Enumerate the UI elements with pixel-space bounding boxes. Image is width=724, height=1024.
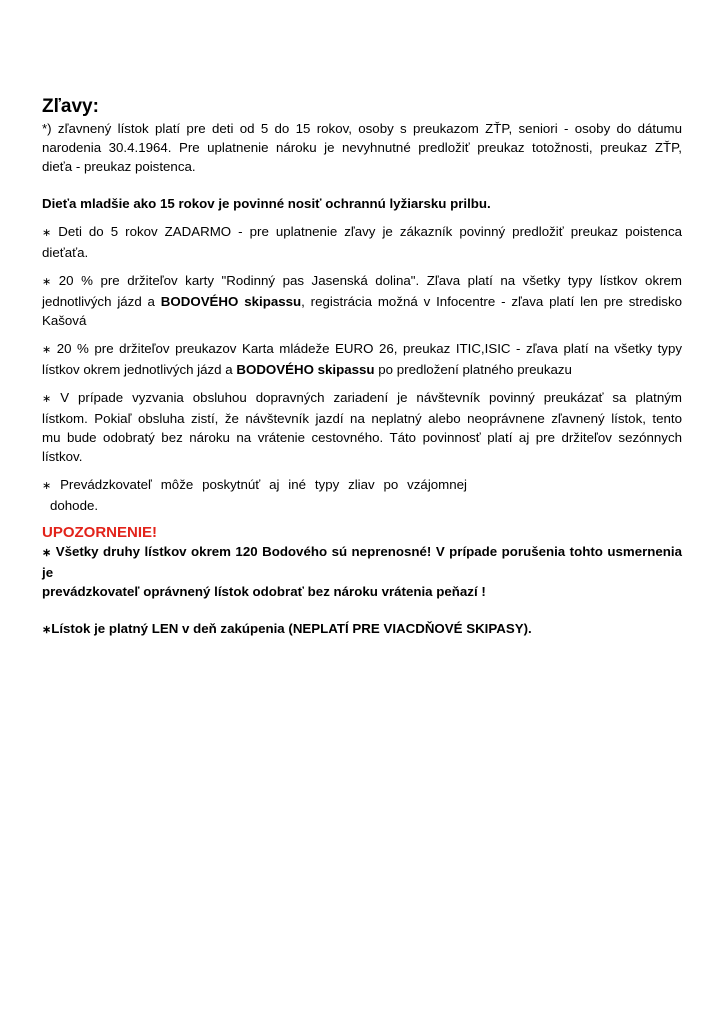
- bullet-icon: ∗: [42, 624, 52, 636]
- discounts-document: [42, 95, 682, 640]
- page-title: Zľavy:: [42, 96, 99, 117]
- bullet-icon: ∗: [42, 480, 52, 492]
- helmet-notice: Dieťa mladšie ako 15 rokov je povinné nosiť ochrannú lyžiarsku prilbu.: [42, 196, 491, 211]
- bullet-icon: ∗: [42, 227, 52, 239]
- bullet-icon: ∗: [42, 393, 52, 405]
- list-item-family-pass: ∗ 20 % pre držiteľov karty "Rodinný pas Jasenská dolina". Zľava platí na všetky typy lístkov okrem jednotlivých jázd a BODOVÉHO skipassu, registrácia možná v Infocentre - zľava platí len pre stredisko Kašová: [42, 273, 682, 328]
- spacer: [42, 601, 682, 619]
- intro-line-3: dieťa - preukaz poistenca.: [42, 159, 196, 174]
- list-item-inspection: ∗ V prípade vyzvania obsluhou dopravných zariadení je návštevník povinný preukázať sa platným lístkom. Pokiaľ obsluha zistí, že návštevník jazdí na neplatný alebo neoprávnene zľavnený lístok, tento mu bude odobratý bez nároku na vrátenie cestovného. Táto povinnosť platí aj pre držiteľov sezónnych lístkov.: [42, 390, 682, 464]
- intro-line-2: narodenia 30.4.1964. Pre uplatnenie nároku je nevyhnutné predložiť preukaz totožnosti, preukaz ZŤP,: [42, 140, 682, 155]
- spacer: [42, 176, 682, 194]
- bullet-icon: ∗: [42, 547, 52, 559]
- list-item-operator: ∗ Prevádzkovateľ môže poskytnúť aj iné typy zliav po vzájomnej dohode.: [42, 477, 467, 513]
- intro-line-1: *) zľavnený lístok platí pre deti od 5 do 15 rokov, osoby s preukazom ZŤP, seniori - osoby do dátumu: [42, 121, 682, 136]
- warning-line-2: prevádzkovateľ oprávnený lístok odobrať bez nároku vrátenia peňazí !: [42, 584, 486, 599]
- bullet-icon: ∗: [42, 344, 52, 356]
- list-item-euro26: ∗ 20 % pre držiteľov preukazov Karta mládeže EURO 26, preukaz ITIC,ISIC - zľava platí na všetky typy lístkov okrem jednotlivých jázd a BODOVÉHO skipassu po predložení platného preukazu: [42, 341, 682, 377]
- list-item-free-kids: ∗ Deti do 5 rokov ZADARMO - pre uplatnenie zľavy je zákazník povinný predložiť preukaz poistenca dieťaťa.: [42, 224, 682, 260]
- bullet-icon: ∗: [42, 276, 52, 288]
- warning-title: UPOZORNENIE!: [42, 524, 158, 541]
- warning-line-1: ∗ Všetky druhy lístkov okrem 120 Bodového sú neprenosné! V prípade porušenia tohto usmernenia je: [42, 544, 683, 580]
- validity-notice: ∗Lístok je platný LEN v deň zakúpenia (NEPLATÍ PRE VIACDŇOVÉ SKIPASY).: [42, 621, 532, 636]
